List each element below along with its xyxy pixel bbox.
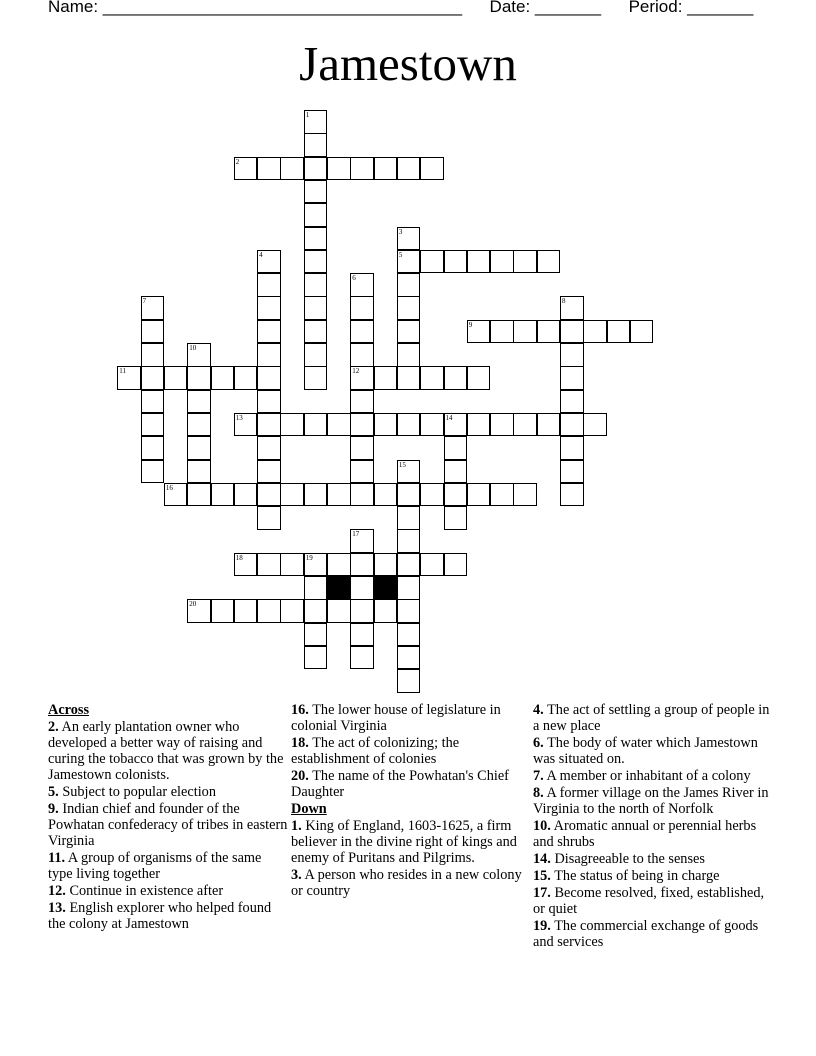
grid-cell[interactable]	[583, 320, 607, 344]
grid-cell[interactable]	[304, 273, 328, 297]
grid-cell[interactable]	[374, 483, 398, 507]
grid-cell[interactable]	[420, 250, 444, 274]
grid-cell[interactable]	[304, 483, 328, 507]
grid-cell[interactable]	[234, 483, 258, 507]
across-clue	[291, 702, 523, 734]
grid-cell[interactable]	[257, 436, 281, 460]
grid-cell[interactable]	[350, 599, 374, 623]
clue-number: 6	[352, 274, 356, 283]
down-clue	[533, 768, 773, 784]
clue-label-number: 8.	[533, 785, 544, 801]
grid-cell[interactable]	[444, 553, 468, 577]
grid-cell[interactable]	[560, 320, 584, 344]
clue-label-number: 9.	[48, 801, 59, 817]
grid-cell[interactable]	[304, 110, 328, 134]
grid-cell[interactable]	[141, 366, 165, 390]
clue-label-number: 7.	[533, 768, 544, 784]
grid-cell[interactable]	[397, 366, 421, 390]
grid-cell[interactable]	[397, 669, 421, 693]
grid-cell[interactable]	[350, 320, 374, 344]
clue-number: 2	[235, 157, 240, 166]
clue-text: King of England, 1603-1625, a firm believer in the divine right of kings and enemy of Puritans and Pilgrims.	[291, 818, 517, 866]
grid-cell[interactable]	[490, 413, 514, 437]
grid-cell[interactable]	[467, 413, 491, 437]
grid-cell[interactable]	[141, 460, 165, 484]
clue-number: 4	[259, 250, 263, 259]
grid-cell[interactable]	[350, 623, 374, 647]
grid-cell[interactable]	[280, 157, 304, 181]
grid-cell[interactable]	[420, 413, 444, 437]
clue-text: The commercial exchange of goods and services	[533, 918, 759, 950]
grid-cell[interactable]	[444, 436, 468, 460]
grid-cell[interactable]	[304, 133, 328, 157]
clue-column-2	[291, 702, 523, 900]
across-heading: Across	[48, 702, 90, 718]
grid-cell[interactable]	[211, 366, 235, 390]
clue-number: 17	[352, 530, 360, 539]
grid-cell[interactable]	[141, 436, 165, 460]
clue-text: An early plantation owner who developed a better way of raising and curing the tobacco that was grown by the Jamestown colonists.	[48, 719, 284, 783]
grid-cell[interactable]	[187, 599, 211, 623]
grid-cell[interactable]	[257, 413, 281, 437]
grid-cell[interactable]	[257, 343, 281, 367]
name-field[interactable]: Name: ______________________________________	[48, 0, 463, 16]
grid-cell[interactable]	[141, 343, 165, 367]
grid-cell[interactable]	[490, 483, 514, 507]
period-field[interactable]: Period: _______	[628, 0, 754, 16]
grid-cell[interactable]	[444, 506, 468, 530]
grid-cell[interactable]	[374, 413, 398, 437]
grid-cell[interactable]	[444, 483, 468, 507]
grid-cell[interactable]	[141, 413, 165, 437]
grid-block-cell	[327, 576, 351, 600]
grid-cell[interactable]	[187, 436, 211, 460]
grid-cell[interactable]	[304, 413, 328, 437]
grid-cell[interactable]	[257, 296, 281, 320]
grid-cell[interactable]	[280, 413, 304, 437]
grid-cell[interactable]	[304, 576, 328, 600]
grid-cell[interactable]	[397, 460, 421, 484]
grid-cell[interactable]	[234, 413, 258, 437]
grid-cell[interactable]	[257, 157, 281, 181]
clue-text: The body of water which Jamestown was situated on.	[533, 735, 758, 767]
clue-label-number: 13.	[48, 900, 66, 916]
clue-text: The status of being in charge	[554, 868, 720, 884]
down-clue	[533, 868, 773, 884]
down-clue	[533, 818, 773, 850]
grid-cell[interactable]	[350, 483, 374, 507]
grid-cell[interactable]	[397, 250, 421, 274]
clue-number: 8	[562, 297, 566, 306]
clue-text: A former village on the James River in Virginia to the north of Norfolk	[533, 785, 769, 817]
across-clue	[48, 801, 288, 849]
grid-cell[interactable]	[234, 366, 258, 390]
grid-cell[interactable]	[257, 320, 281, 344]
grid-cell[interactable]	[350, 529, 374, 553]
grid-cell[interactable]	[257, 506, 281, 530]
grid-cell[interactable]	[164, 483, 188, 507]
down-clue	[291, 818, 523, 866]
grid-cell[interactable]	[444, 413, 468, 437]
grid-cell[interactable]	[327, 157, 351, 181]
grid-cell[interactable]	[397, 157, 421, 181]
grid-cell[interactable]	[560, 413, 584, 437]
grid-cell[interactable]	[467, 250, 491, 274]
clue-label-number: 4.	[533, 702, 544, 718]
clue-text: A member or inhabitant of a colony	[546, 768, 751, 784]
grid-block-cell	[374, 576, 398, 600]
grid-cell[interactable]	[164, 366, 188, 390]
clue-label-number: 15.	[533, 868, 551, 884]
clue-label-number: 17.	[533, 885, 551, 901]
grid-cell[interactable]	[141, 320, 165, 344]
grid-cell[interactable]	[304, 227, 328, 251]
clue-label-number: 6.	[533, 735, 544, 751]
grid-cell[interactable]	[560, 343, 584, 367]
grid-cell[interactable]	[513, 483, 537, 507]
grid-cell[interactable]	[350, 413, 374, 437]
grid-cell[interactable]	[304, 343, 328, 367]
grid-cell[interactable]	[304, 296, 328, 320]
grid-cell[interactable]	[420, 553, 444, 577]
grid-cell[interactable]	[304, 250, 328, 274]
page-title: Jamestown	[299, 36, 517, 91]
grid-cell[interactable]	[187, 483, 211, 507]
grid-cell[interactable]	[420, 157, 444, 181]
grid-cell[interactable]	[327, 483, 351, 507]
grid-cell[interactable]	[257, 366, 281, 390]
grid-cell[interactable]	[187, 343, 211, 367]
grid-cell[interactable]	[397, 576, 421, 600]
grid-cell[interactable]	[537, 413, 561, 437]
down-clue	[533, 851, 773, 867]
grid-cell[interactable]	[467, 366, 491, 390]
grid-cell[interactable]	[350, 646, 374, 670]
grid-cell[interactable]	[397, 227, 421, 251]
grid-cell[interactable]	[257, 599, 281, 623]
clue-label-number: 11.	[48, 850, 66, 866]
clue-number: 16	[165, 483, 173, 492]
grid-cell[interactable]	[117, 366, 141, 390]
grid-cell[interactable]	[350, 576, 374, 600]
grid-cell[interactable]	[397, 623, 421, 647]
grid-cell[interactable]	[490, 250, 514, 274]
down-heading: Down	[291, 801, 327, 817]
grid-cell[interactable]	[490, 320, 514, 344]
grid-cell[interactable]	[350, 553, 374, 577]
clue-number: 1	[305, 111, 310, 119]
clue-column-3	[533, 702, 773, 951]
grid-cell[interactable]	[257, 273, 281, 297]
grid-cell[interactable]	[187, 413, 211, 437]
down-clue	[533, 918, 773, 950]
grid-cell[interactable]	[327, 413, 351, 437]
grid-cell[interactable]	[513, 413, 537, 437]
across-clue	[48, 784, 288, 800]
clue-number: 3	[398, 227, 403, 236]
grid-cell[interactable]	[234, 157, 258, 181]
grid-cell[interactable]	[397, 483, 421, 507]
grid-cell[interactable]	[374, 157, 398, 181]
grid-cell[interactable]	[397, 413, 421, 437]
grid-cell[interactable]	[583, 413, 607, 437]
clue-number: 19	[305, 553, 313, 562]
clue-text: The act of settling a group of people in a new place	[533, 702, 770, 734]
grid-cell[interactable]	[304, 623, 328, 647]
grid-cell[interactable]	[374, 366, 398, 390]
clue-label-number: 3.	[291, 867, 302, 883]
grid-cell[interactable]	[350, 366, 374, 390]
grid-cell[interactable]	[397, 320, 421, 344]
clue-number: 15	[398, 460, 406, 469]
grid-cell[interactable]	[467, 483, 491, 507]
grid-cell[interactable]	[350, 460, 374, 484]
clue-text: English explorer who helped found the colony at Jamestown	[48, 900, 272, 932]
grid-cell[interactable]	[607, 320, 631, 344]
across-clue	[48, 900, 288, 932]
grid-cell[interactable]	[257, 483, 281, 507]
grid-cell[interactable]	[257, 250, 281, 274]
clue-text: The lower house of legislature in colonial Virginia	[291, 702, 501, 734]
grid-cell[interactable]	[560, 296, 584, 320]
clue-label-number: 2.	[48, 719, 59, 735]
grid-cell[interactable]	[141, 296, 165, 320]
down-clue	[533, 702, 773, 734]
grid-cell[interactable]	[304, 203, 328, 227]
grid-cell[interactable]	[537, 250, 561, 274]
grid-cell[interactable]	[280, 553, 304, 577]
grid-cell[interactable]	[397, 553, 421, 577]
clue-text: Indian chief and founder of the Powhatan confederacy of tribes in eastern Virginia	[48, 801, 288, 849]
grid-cell[interactable]	[630, 320, 654, 344]
clue-number: 10	[189, 344, 197, 352]
across-clue	[48, 883, 288, 899]
grid-cell[interactable]	[397, 599, 421, 623]
down-clue	[291, 867, 523, 899]
grid-cell[interactable]	[257, 390, 281, 414]
clue-number: 20	[189, 600, 197, 609]
grid-cell[interactable]	[280, 483, 304, 507]
grid-cell[interactable]	[420, 483, 444, 507]
grid-cell[interactable]	[211, 599, 235, 623]
grid-cell[interactable]	[304, 320, 328, 344]
grid-cell[interactable]	[374, 553, 398, 577]
grid-cell[interactable]	[187, 366, 211, 390]
across-clue	[291, 768, 523, 800]
grid-cell[interactable]	[304, 599, 328, 623]
clue-label-number: 19.	[533, 918, 551, 934]
clue-number: 7	[142, 297, 147, 306]
clue-label-number: 5.	[48, 784, 59, 800]
clue-text: A person who resides in a new colony or country	[291, 867, 522, 899]
grid-cell[interactable]	[397, 343, 421, 367]
grid-cell[interactable]	[397, 646, 421, 670]
grid-cell[interactable]	[304, 553, 328, 577]
across-clue	[291, 735, 523, 767]
clue-number: 9	[468, 320, 473, 329]
grid-cell[interactable]	[257, 460, 281, 484]
grid-cell[interactable]	[560, 436, 584, 460]
clue-label-number: 1.	[291, 818, 302, 834]
clue-label-number: 10.	[533, 818, 551, 834]
clue-label-number: 14.	[533, 851, 551, 867]
across-clue	[48, 719, 288, 783]
grid-cell[interactable]	[327, 553, 351, 577]
grid-cell[interactable]	[280, 599, 304, 623]
grid-cell[interactable]	[420, 366, 444, 390]
grid-cell[interactable]	[304, 366, 328, 390]
grid-cell[interactable]	[234, 553, 258, 577]
clue-text: Subject to popular election	[62, 784, 216, 800]
grid-cell[interactable]	[397, 529, 421, 553]
down-clue	[533, 785, 773, 817]
grid-cell[interactable]	[304, 180, 328, 204]
grid-cell[interactable]	[444, 250, 468, 274]
grid-cell[interactable]	[560, 366, 584, 390]
clue-number: 5	[398, 250, 403, 259]
clue-number: 11	[119, 367, 127, 376]
grid-cell[interactable]	[350, 273, 374, 297]
grid-cell[interactable]	[304, 157, 328, 181]
clue-text: Aromatic annual or perennial herbs and shrubs	[533, 818, 757, 850]
clue-number: 18	[235, 553, 243, 562]
grid-cell[interactable]	[397, 273, 421, 297]
clue-text: Disagreeable to the senses	[554, 851, 705, 867]
clue-label-number: 12.	[48, 883, 66, 899]
grid-cell[interactable]	[350, 296, 374, 320]
grid-cell[interactable]	[141, 390, 165, 414]
grid-cell[interactable]	[397, 296, 421, 320]
clue-label-number: 18.	[291, 735, 309, 751]
grid-cell[interactable]	[350, 436, 374, 460]
clue-number: 12	[352, 367, 360, 376]
clue-text: A group of organisms of the same type living together	[48, 850, 262, 882]
grid-cell[interactable]	[397, 506, 421, 530]
clue-text: Become resolved, fixed, established, or quiet	[533, 885, 765, 917]
grid-cell[interactable]	[560, 460, 584, 484]
clue-label-number: 16.	[291, 702, 309, 718]
down-clue	[533, 885, 773, 917]
grid-cell[interactable]	[187, 390, 211, 414]
grid-cell[interactable]	[560, 390, 584, 414]
grid-cell[interactable]	[187, 460, 211, 484]
grid-cell[interactable]	[537, 320, 561, 344]
grid-cell[interactable]	[444, 460, 468, 484]
grid-cell[interactable]	[513, 320, 537, 344]
grid-cell[interactable]	[327, 599, 351, 623]
date-field[interactable]: Date: _______	[489, 0, 602, 16]
clue-number: 13	[235, 413, 243, 422]
clue-text: Continue in existence after	[69, 883, 224, 899]
clue-label-number: 20.	[291, 768, 309, 784]
grid-cell[interactable]	[257, 553, 281, 577]
clue-column-1	[48, 702, 288, 933]
grid-cell[interactable]	[513, 250, 537, 274]
grid-cell[interactable]	[350, 157, 374, 181]
grid-cell[interactable]	[467, 320, 491, 344]
grid-cell[interactable]	[211, 483, 235, 507]
down-clue	[533, 735, 773, 767]
grid-cell[interactable]	[444, 366, 468, 390]
grid-cell[interactable]	[350, 390, 374, 414]
grid-cell[interactable]	[374, 599, 398, 623]
grid-cell[interactable]	[560, 483, 584, 507]
grid-cell[interactable]	[304, 646, 328, 670]
clue-text: The name of the Powhatan's Chief Daughter	[291, 768, 509, 800]
across-clue	[48, 850, 288, 882]
clue-number: 14	[445, 413, 453, 422]
clue-text: The act of colonizing; the establishment of colonies	[291, 735, 460, 767]
grid-cell[interactable]	[350, 343, 374, 367]
grid-cell[interactable]	[234, 599, 258, 623]
